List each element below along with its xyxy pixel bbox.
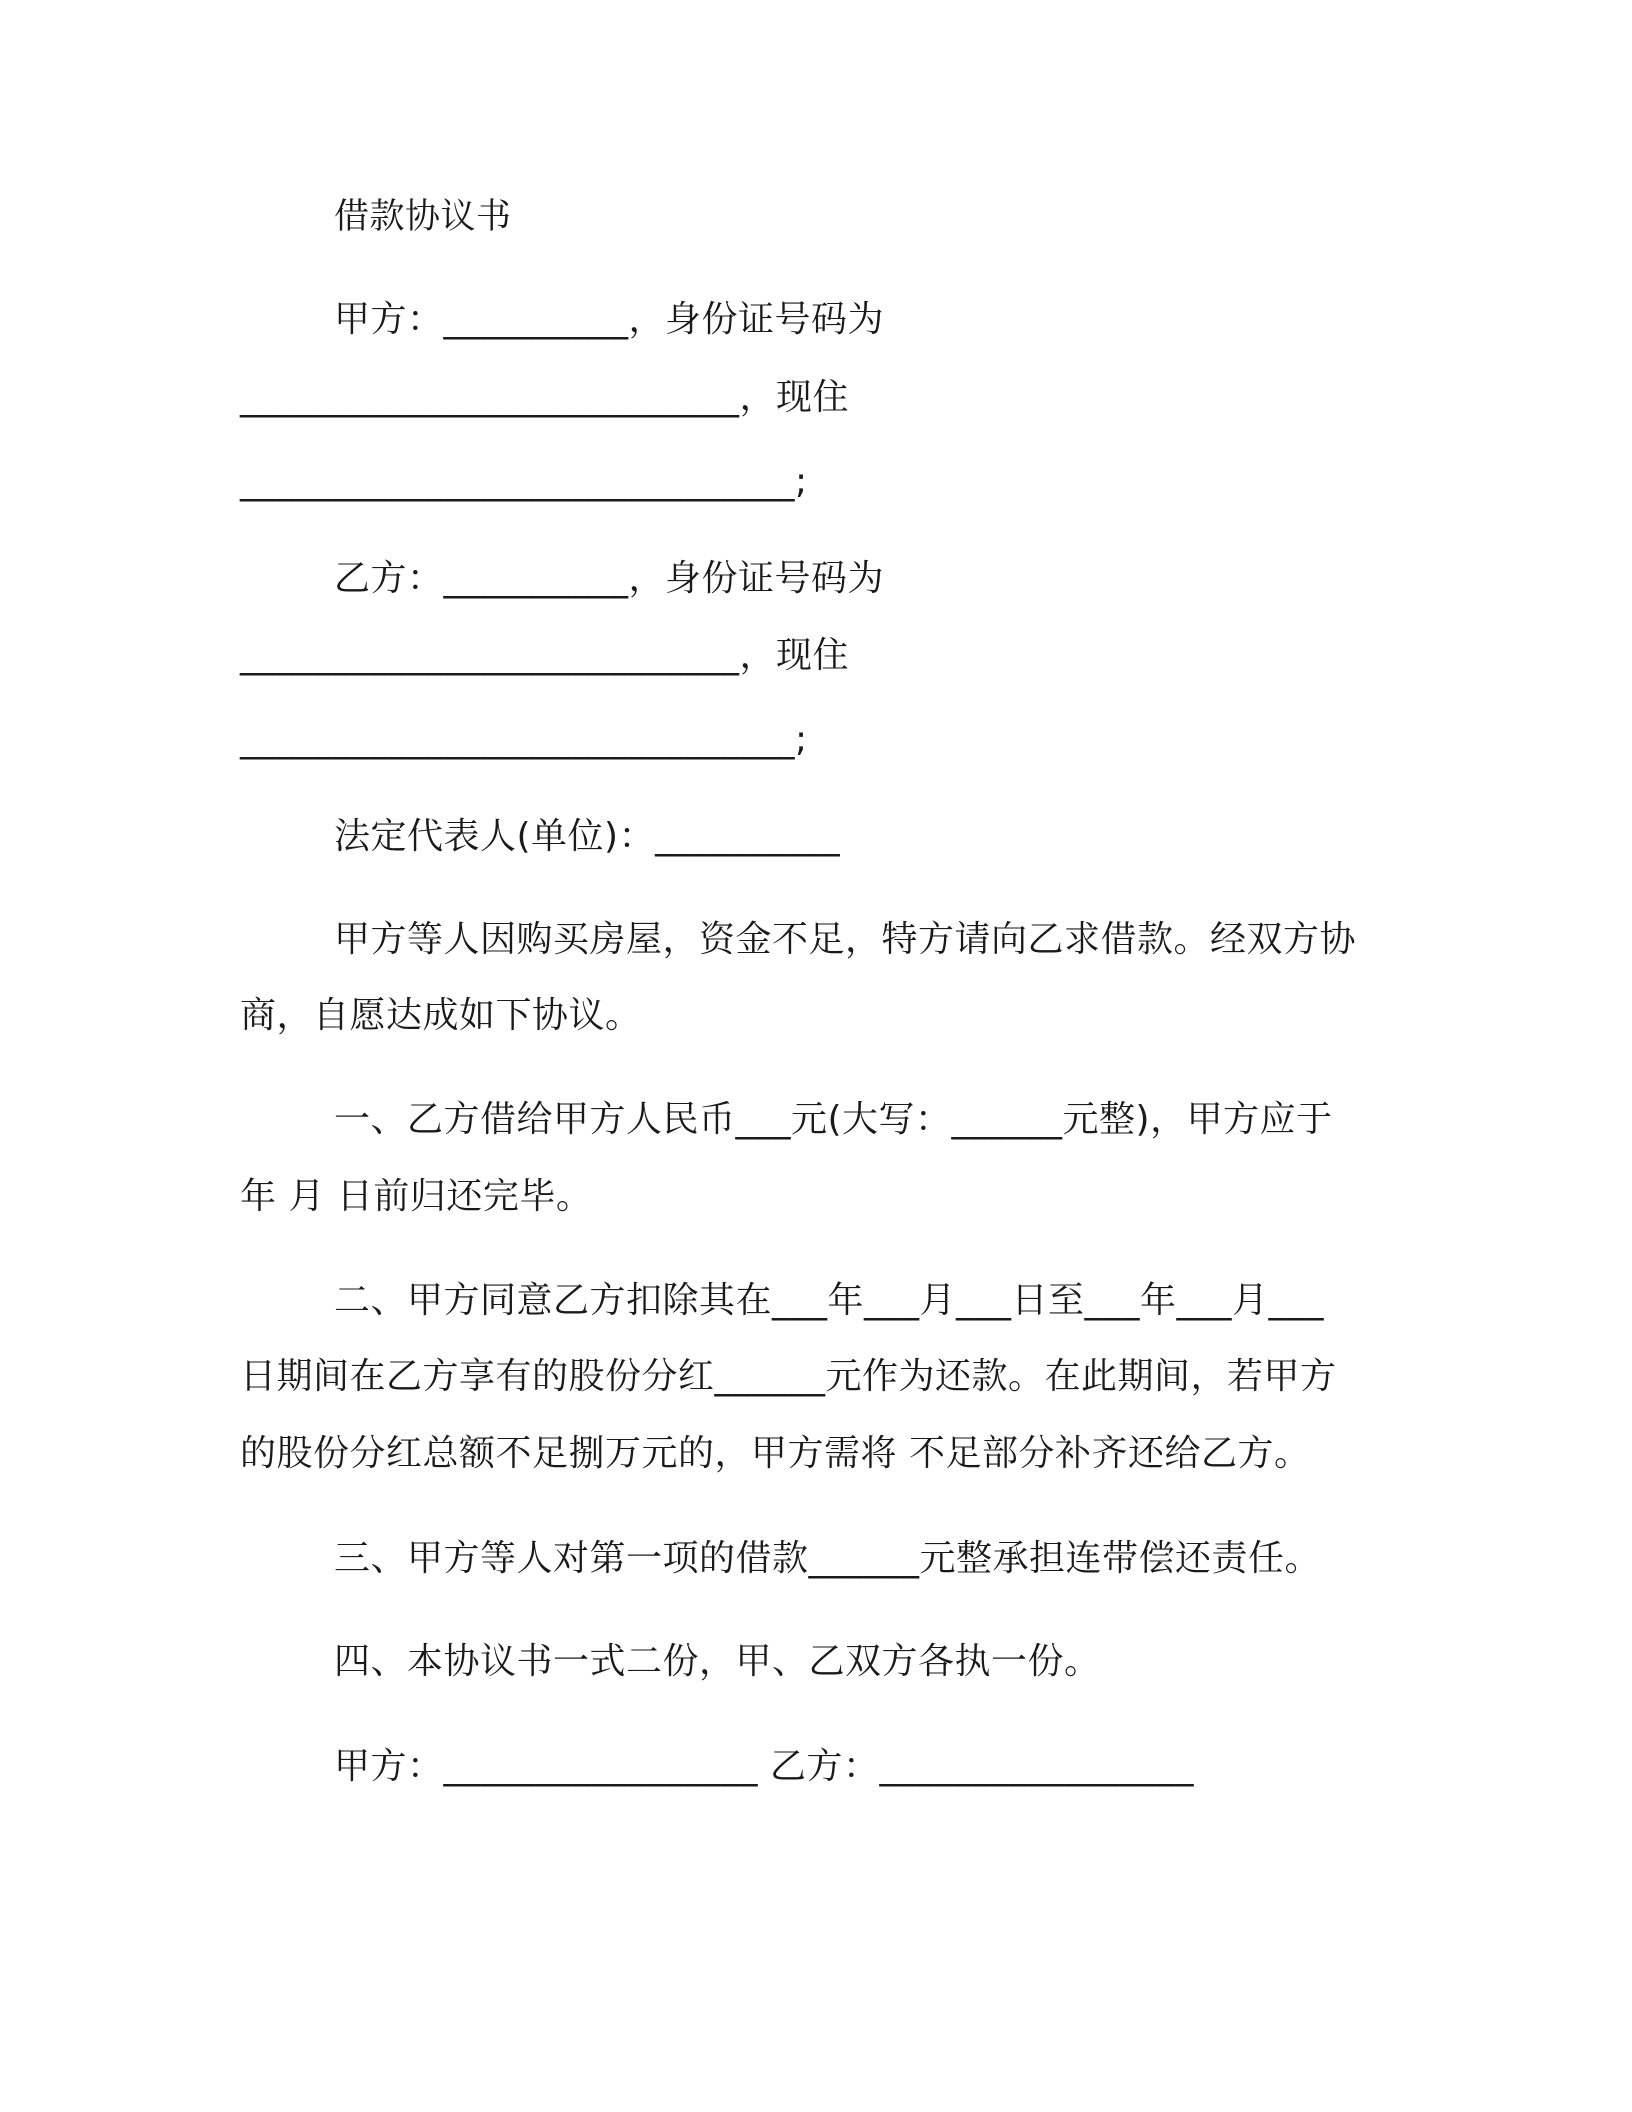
party-a-line-1: 甲方：__________，身份证号码为: [334, 299, 885, 340]
intro-line-2: 商，自愿达成如下协议。: [240, 995, 642, 1036]
party-b-line-2: ___________________________，现住: [240, 635, 850, 676]
clause-1-line-2: 年 月 日前归还完毕。: [240, 1176, 593, 1217]
clause-2-line-1: 二、甲方同意乙方扣除其在___年___月___日至___年___月___: [334, 1280, 1325, 1321]
clause-3: 三、甲方等人对第一项的借款______元整承担连带偿还责任。: [334, 1538, 1322, 1579]
clause-2-line-2: 日期间在乙方享有的股份分红______元作为还款。在此期间，若甲方: [240, 1356, 1337, 1397]
party-b-line-1: 乙方：__________，身份证号码为: [334, 558, 885, 599]
clause-1-line-1: 一、乙方借给甲方人民币___元(大写：______元整)，甲方应于: [334, 1099, 1333, 1140]
intro-line-1: 甲方等人因购买房屋，资金不足，特方请向乙求借款。经双方协: [334, 919, 1357, 960]
signature-line: 甲方：_________________ 乙方：_________________: [334, 1746, 1194, 1787]
party-b-line-3: ______________________________;: [240, 719, 808, 760]
legal-representative: 法定代表人(单位)：__________: [334, 816, 841, 857]
clause-4: 四、本协议书一式二份，甲、乙双方各执一份。: [334, 1641, 1101, 1682]
clause-2-line-3: 的股份分红总额不足捌万元的，甲方需将 不足部分补齐还给乙方。: [240, 1433, 1311, 1474]
document-title: 借款协议书: [334, 197, 512, 237]
party-a-line-3: ______________________________;: [240, 461, 808, 502]
party-a-line-2: ___________________________，现住: [240, 377, 850, 418]
